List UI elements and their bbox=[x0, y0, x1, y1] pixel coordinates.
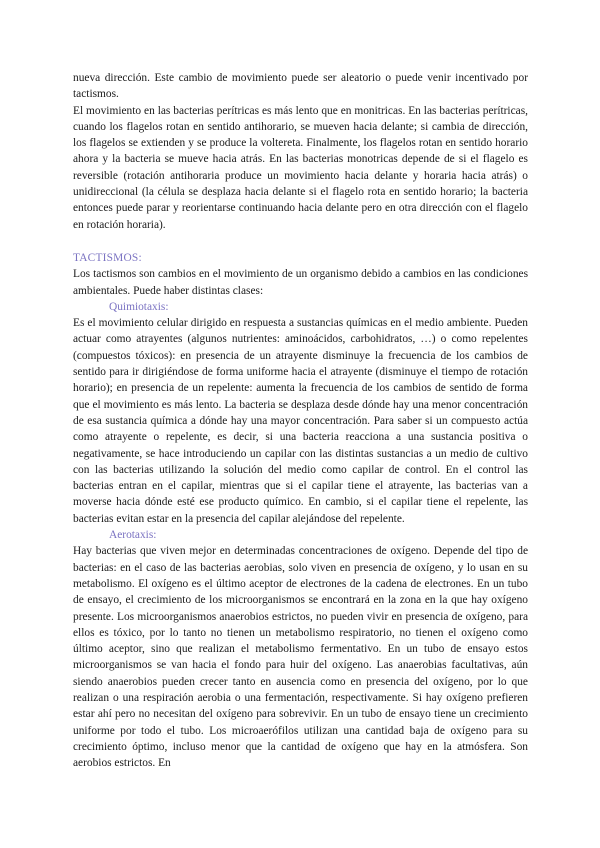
section-title-tactismos: TACTISMOS: bbox=[73, 251, 142, 264]
paragraph-flagella-movement: El movimiento en las bacterias perítricas es más lento que en monitricas. En las bacterias perítricas, cuando los flagelos rotan en sentido antihorario, se mueven hacia delante; si cambia de dirección, los flagelos se extienden y se produce la voltereta. Finalmente, los flagelos rotan en sentido horario ahora y la bacteria se mueve hacia atrás. En las bacterias monotricas depende de si el flagelo es reversible (rotación antihoraria produce un movimiento hacia delante y horaria hacia atrás) o unidireccional (la célula se desplaza hacia delante si el flagelo rota en sentido horario; la bacteria entonces puede parar y reorientarse continuando hacia delante pero en otra dirección con el flagelo en rotación horaria). bbox=[73, 104, 528, 231]
document-page bbox=[73, 70, 528, 771]
paragraph-tactismos-intro: Los tactismos son cambios en el movimiento de un organismo debido a cambios en las condiciones ambientales. Puede haber distintas clases: bbox=[73, 268, 528, 297]
paragraph-aerotaxis: Hay bacterias que viven mejor en determinadas concentraciones de oxígeno. Depende del tipo de bacterias: en el caso de las bacterias aerobias, solo viven en presencia de oxígeno, y lo usan en su metabolismo. El oxígeno es el último aceptor de electrones de la cadena de electrones. En un tubo de ensayo, el crecimiento de los microorganismos se encontrará en la zona en la que hay oxígeno presente. Los microorganismos anaerobios estrictos, no pueden vivir en presencia de oxígeno, para ellos es tóxico, por lo tanto no tienen un metabolismo respiratorio, no tienen el oxígeno como último aceptor, sino que realizan el metabolismo fermentativo. En un tubo de ensayo estos microorganismos se van hacia el fondo para huir del oxígeno. Las anaerobias facultativas, aún siendo anaerobios pueden crecer tanto en ausencia como en presencia del oxígeno, por lo que realizan o una respiración aerobia o una fermentación, respectivamente. Si hay oxígeno prefieren estar ahí pero no necesitan del oxígeno para sobrevivir. En un tubo de ensayo tiene un crecimiento uniforme por todo el tubo. Los microaerófilos utilizan una cantidad baja de oxígeno para su crecimiento óptimo, incluso menor que la cantidad de oxígeno que hay en la atmósfera. Son aerobios estrictos. En bbox=[73, 545, 528, 770]
subsection-title-quimiotaxis: Quimiotaxis: bbox=[109, 300, 169, 313]
subsection-title-aerotaxis: Aerotaxis: bbox=[109, 529, 157, 542]
paragraph-continuation: nueva dirección. Este cambio de movimiento puede ser aleatorio o puede venir incentivado por tactismos. bbox=[73, 72, 528, 101]
paragraph-quimiotaxis: Es el movimiento celular dirigido en respuesta a sustancias químicas en el medio ambiente. Pueden actuar como atrayentes (algunos nutrientes: aminoácidos, carbohidratos, …) o como repelentes (compuestos tóxicos): en presencia de un atrayente disminuye la frecuencia de los cambios de sentido para ir dirigiéndose de forma uniforme hacia el atrayente (disminuye el tiempo de rotación horario); en presencia de un repelente: aumenta la frecuencia de los cambios de sentido de forma que el movimiento es más lento. La bacteria se desplaza desde dónde hay una menor concentración de esa sustancia química a dónde hay una mayor concentración. Para saber si un compuesto actúa como atrayente o repelente, es decir, si una bacteria reacciona a una sustancia positiva o negativamente, se hace introduciendo un capilar con las distintas sustancias a un medio de cultivo con las bacterias utilizando la solución del medio como capilar de control. En el control las bacterias entran en el capilar, mientras que si el capilar tiene el atrayente, las bacterias van a moverse hacia dónde esté ese producto químico. En cambio, si el capilar tiene el repelente, las bacterias evitan estar en la presencia del capilar alejándose del repelente. bbox=[73, 317, 528, 525]
